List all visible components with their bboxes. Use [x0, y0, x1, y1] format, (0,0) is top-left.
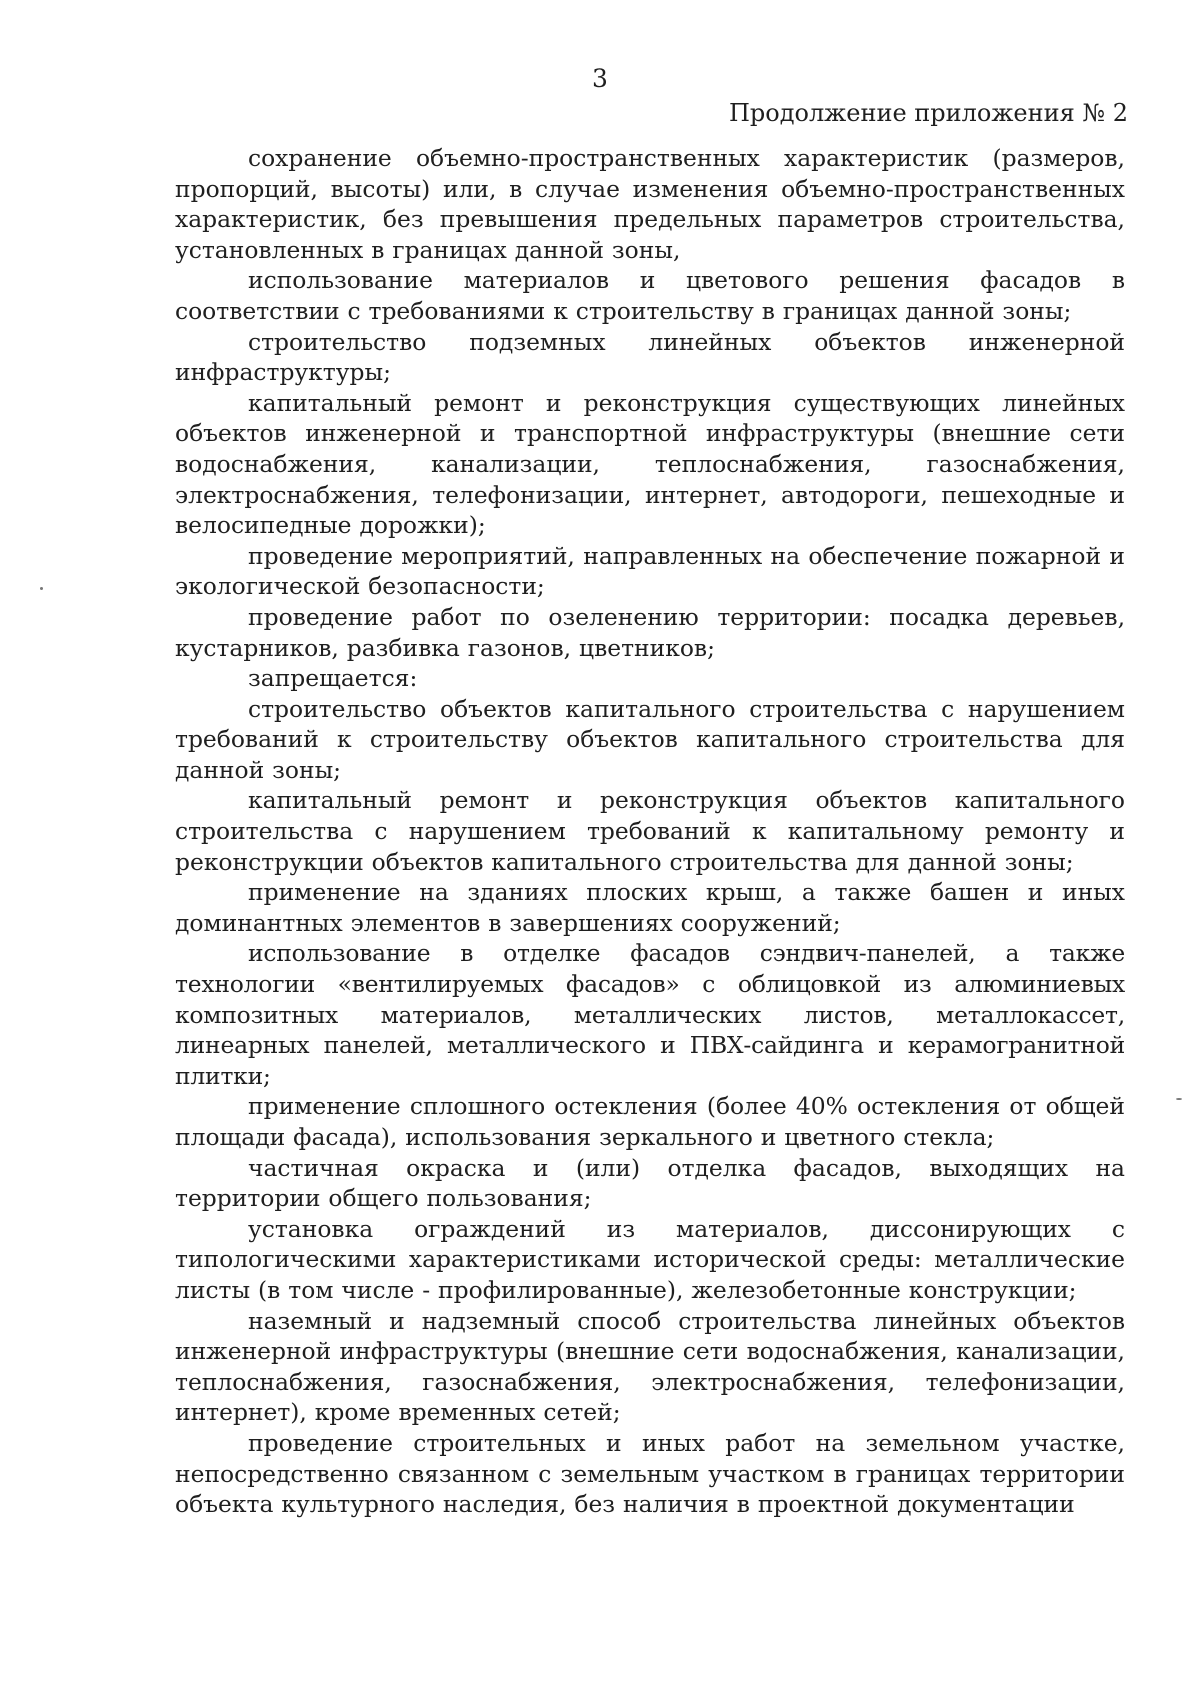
paragraph: капитальный ремонт и реконструкция существующих линейных объектов инженерной и транспортной инфраструктуры (внешние сети водоснабжения, канализации, теплоснабжения, газоснабжения, электроснабжения, телефонизации, интернет, автодороги, пешеходные и велосипедные дорожки);: [175, 388, 1125, 540]
page-number: 3: [592, 64, 608, 93]
body-text: [175, 143, 1125, 1520]
paragraph: проведение мероприятий, направленных на обеспечение пожарной и экологической безопасности;: [175, 541, 1125, 601]
paragraph: строительство подземных линейных объектов инженерной инфраструктуры;: [175, 327, 1125, 387]
paragraph: использование в отделке фасадов сэндвич-панелей, а также технологии «вентилируемых фасадов» с облицовкой из алюминиевых композитных материалов, металлических листов, металлокассет, линеарных панелей, металлического и ПВХ-сайдинга и керамогранитной плитки;: [175, 939, 1125, 1090]
paragraph: использование материалов и цветового решения фасадов в соответствии с требованиями к строительству в границах данной зоны;: [175, 266, 1125, 325]
continuation-header: Продолжение приложения № 2: [728, 99, 1128, 127]
scan-speck: [40, 587, 43, 590]
paragraph: применение на зданиях плоских крыш, а также башен и иных доминантных элементов в завершениях сооружений;: [175, 878, 1125, 937]
paragraph: капитальный ремонт и реконструкция объектов капитального строительства с нарушением требований к капитальному ремонту и реконструкции объектов капитального строительства для данной зоны;: [175, 786, 1125, 876]
paragraph: проведение работ по озеленению территории: посадка деревьев, кустарников, разбивка газонов, цветников;: [175, 602, 1125, 662]
paragraph: проведение строительных и иных работ на земельном участке, непосредственно связанном с земельным участком в границах территории объекта культурного наследия, без наличия в проектной документации: [175, 1428, 1125, 1519]
scan-speck: [1176, 1098, 1182, 1100]
paragraph: сохранение объемно-пространственных характеристик (размеров, пропорций, высоты) или, в случае изменения объемно-пространственных характеристик, без превышения предельных параметров строительства, установленных в границах данной зоны,: [175, 144, 1125, 264]
paragraph: применение сплошного остекления (более 40% остекления от общей площади фасада), использования зеркального и цветного стекла;: [175, 1092, 1125, 1151]
paragraph: частичная окраска и (или) отделка фасадов, выходящих на территории общего пользования;: [175, 1153, 1125, 1213]
paragraph: строительство объектов капитального строительства с нарушением требований к строительству объектов капитального строительства для данной зоны;: [175, 694, 1125, 784]
paragraph: запрещается:: [248, 664, 418, 693]
paragraph: установка ограждений из материалов, диссонирующих с типологическими характеристиками исторической среды: металлические листы (в том числе - профилированные), железобетонные конструкции;: [175, 1214, 1125, 1304]
paragraph: наземный и надземный способ строительства линейных объектов инженерной инфраструктуры (внешние сети водоснабжения, канализации, теплоснабжения, газоснабжения, электроснабжения, телефонизации, интернет), кроме временных сетей;: [175, 1306, 1125, 1427]
